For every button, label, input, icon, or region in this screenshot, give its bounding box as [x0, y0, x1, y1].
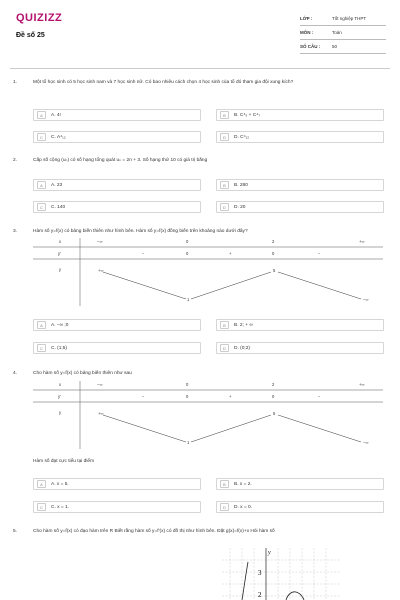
x-value: +∞: [359, 382, 365, 387]
sign: −: [318, 394, 321, 399]
row-label-y: y: [59, 267, 62, 272]
option-text: B. 2; + ∞: [234, 322, 253, 328]
quiz-title: Đề số 25: [16, 32, 45, 39]
option-key: B: [220, 111, 229, 119]
meta-row-count: [300, 40, 386, 54]
option-text: C. (1;5): [51, 345, 67, 351]
header-divider: [10, 68, 390, 69]
question-subtext: Hàm số đạt cực tiểu tại điểm: [33, 459, 95, 464]
option-d[interactable]: [216, 501, 384, 513]
option-key: A: [37, 111, 46, 119]
option-key: C: [37, 133, 46, 141]
option-text: B. C⁴₅ + C⁴₇: [234, 112, 260, 118]
option-key: D: [220, 503, 229, 511]
question-number: 1.: [13, 80, 18, 85]
option-text: C. 140: [51, 204, 66, 210]
meta-value: Tốt nghiệp THPT: [332, 16, 367, 21]
sign: 0: [186, 394, 189, 399]
option-key: B: [220, 480, 229, 488]
row-label-y: y: [59, 410, 62, 415]
option-key: D: [220, 344, 229, 352]
option-a[interactable]: [33, 478, 201, 490]
option-a[interactable]: [33, 319, 201, 331]
option-key: C: [37, 203, 46, 211]
option-key: B: [220, 321, 229, 329]
option-key: A: [37, 480, 46, 488]
meta-value: Toán: [332, 30, 342, 35]
option-text: C. x = 1.: [51, 504, 69, 510]
question-text: Hàm số y=f(x) có bảng biến thiên như hình bên. Hàm số y=f(x) đồng biến trên khoảng nào dưới đây?: [33, 229, 248, 234]
sign: 0: [186, 251, 189, 256]
row-label-x: x: [59, 239, 62, 244]
option-c[interactable]: [33, 201, 201, 213]
option-text: B. 280: [234, 182, 248, 188]
y-value: +∞: [98, 268, 104, 273]
quiz-meta: [300, 12, 386, 54]
sign: +: [229, 394, 232, 399]
x-value: 0: [186, 382, 189, 387]
option-a[interactable]: [33, 109, 201, 121]
sign: −: [318, 251, 321, 256]
x-value: 0: [186, 239, 189, 244]
derivative-graph: [222, 548, 340, 600]
option-text: D. 20: [234, 204, 246, 210]
option-key: D: [220, 133, 229, 141]
option-text: B. x = 2.: [234, 481, 252, 487]
option-c[interactable]: [33, 131, 201, 143]
sign: 0: [272, 251, 275, 256]
graph-tick-label: 2: [258, 591, 262, 599]
option-c[interactable]: [33, 501, 201, 513]
option-text: D. C⁴₁₂: [234, 134, 250, 140]
question-text: Cho hàm số y=f(x) có đạo hàm trên R Biết rằng hàm số y=f'(x) có đồ thị như hình bên. Đặt g(x)=f(x)+x Hỏi hàm số: [33, 529, 275, 534]
y-value: −∞: [363, 440, 369, 445]
sign: 0: [272, 394, 275, 399]
question-number: 5.: [13, 529, 18, 534]
sign: +: [229, 251, 232, 256]
row-label-yprime: y': [58, 251, 61, 256]
meta-label: LỚP :: [300, 16, 313, 21]
x-value: 2: [272, 382, 275, 387]
question-number: 2.: [13, 158, 18, 163]
question-number: 4.: [13, 371, 18, 376]
option-key: C: [37, 503, 46, 511]
option-d[interactable]: [216, 131, 384, 143]
row-label-yprime: y': [58, 394, 61, 399]
option-b[interactable]: [216, 179, 384, 191]
option-key: B: [220, 181, 229, 189]
graph-tick-label: 3: [258, 569, 262, 577]
option-key: A: [37, 181, 46, 189]
question-text: Một tổ học sinh có 5 học sinh nam và 7 học sinh nữ. Có bao nhiêu cách chọn 4 học sinh của tổ đó tham gia đội xung kích?: [33, 80, 294, 85]
meta-value: 50: [332, 44, 338, 49]
option-text: A. 4!: [51, 112, 61, 118]
sign: −: [142, 251, 145, 256]
quizizz-logo: QUIZIZZ: [16, 12, 63, 24]
y-value: 5: [273, 411, 276, 416]
option-text: A. x = 5.: [51, 481, 69, 487]
question-text: Cho hàm số y=f(x) có bảng biến thiên như sau: [33, 371, 132, 376]
option-key: A: [37, 321, 46, 329]
x-value: +∞: [359, 239, 365, 244]
y-value: 1: [187, 297, 190, 302]
graph-axis-label: y: [268, 550, 271, 556]
option-key: C: [37, 344, 46, 352]
y-value: 1: [187, 440, 190, 445]
x-value: −∞: [97, 239, 103, 244]
x-value: −∞: [97, 382, 103, 387]
row-label-x: x: [59, 382, 62, 387]
quiz-header: [0, 0, 400, 64]
meta-row-subject: [300, 26, 386, 40]
option-text: A. 23: [51, 182, 63, 188]
variation-table-2-text: [33, 381, 383, 449]
x-value: 2: [272, 239, 275, 244]
meta-row-class: [300, 12, 386, 26]
option-text: D. x = 0.: [234, 504, 252, 510]
option-b[interactable]: [216, 319, 384, 331]
question-number: 3.: [13, 229, 18, 234]
y-value: 5: [273, 268, 276, 273]
option-text: C. A⁴₁₂: [51, 134, 66, 140]
option-d[interactable]: [216, 342, 384, 354]
meta-label: SỐ CÂU :: [300, 44, 321, 49]
option-a[interactable]: [33, 179, 201, 191]
question-text: Cấp số cộng (uₙ) có số hạng tổng quát uₙ = 2n + 3. Số hạng thứ 10 có giá trị bằng: [33, 158, 208, 163]
option-b[interactable]: [216, 478, 384, 490]
y-value: +∞: [98, 411, 104, 416]
sign: −: [142, 394, 145, 399]
option-text: A. −∞ ;0: [51, 322, 69, 328]
option-text: D. (0;2): [234, 345, 250, 351]
option-c[interactable]: [33, 342, 201, 354]
option-d[interactable]: [216, 201, 384, 213]
y-value: −∞: [363, 297, 369, 302]
option-b[interactable]: [216, 109, 384, 121]
variation-table-1-text: [33, 238, 383, 306]
meta-label: MÔN :: [300, 30, 314, 35]
option-key: D: [220, 203, 229, 211]
